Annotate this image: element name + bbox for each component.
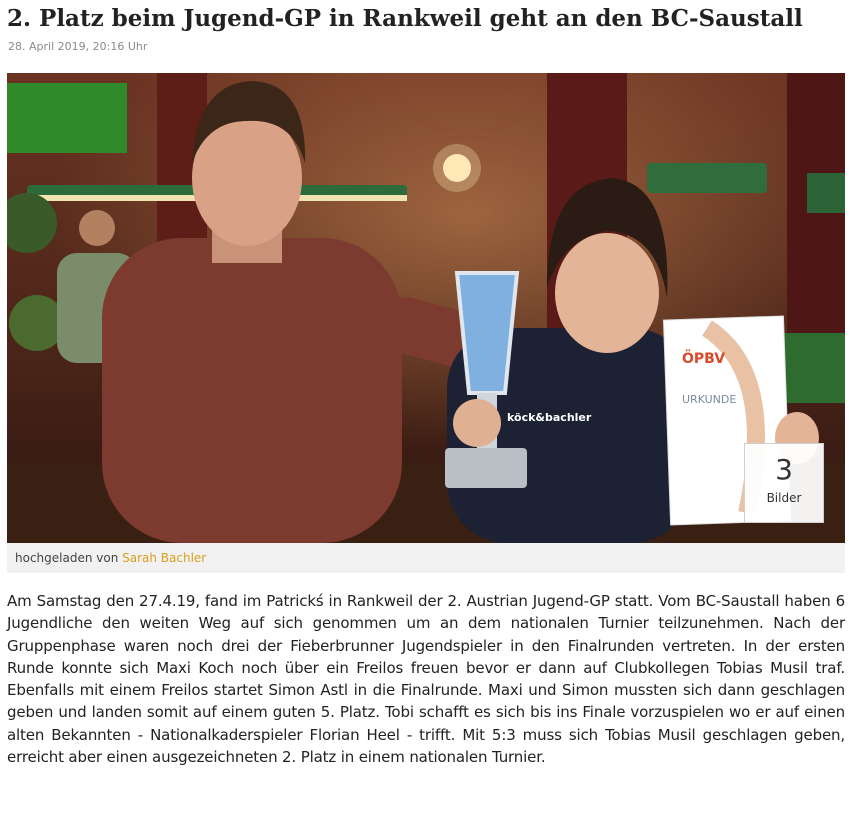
certificate-title-text: URKUNDE xyxy=(682,393,737,406)
shirt-logo-text: köck&bachler xyxy=(507,411,592,424)
article-photo[interactable] xyxy=(7,73,845,543)
certificate-logo-text: ÖPBV xyxy=(682,351,726,367)
photo-caption xyxy=(7,543,845,573)
article-title: 2. Platz beim Jugend-GP in Rankweil geht an den BC-Saustall xyxy=(7,5,803,32)
caption-prefix: hochgeladen von xyxy=(15,551,123,565)
gallery-counter-button[interactable] xyxy=(744,443,824,523)
article-body: Am Samstag den 27.4.19, fand im Patrickś in Rankweil der 2. Austrian Jugend-GP statt. Vom BC-Saustall haben 6 Jugendliche den weiten Weg auf sich genommen um an dem nationalen Turnier teilzunehmen. Nach der Gruppenphase waren noch drei der Fieberbrunner Jugendspieler in den Finalrunden vertreten. In der ersten Runde konnte sich Maxi Koch noch über ein Freilos freuen bevor er dann auf Clubkollegen Tobias Musil traf. Ebenfalls mit einem Freilos startet Simon Astl in die Finalrunde. Maxi und Simon mussten sich dann geschlagen geben und landen somit auf einem guten 5. Platz. Tobi schafft es sich bis ins Finale vorzuspielen wo er auf einen alten Bekannten - Nationalkaderspieler Florian Heel - trifft. Mit 5:3 muss sich Tobias Musil geschlagen geben, erreicht aber einen ausgezeichneten 2. Platz in einem nationalen Turnier. xyxy=(7,592,845,767)
gallery-count-label: Bilder xyxy=(766,491,802,505)
gallery-count: 3 xyxy=(775,453,793,486)
article-date: 28. April 2019, 20:16 Uhr xyxy=(8,40,148,53)
caption-author-link[interactable]: Sarah Bachler xyxy=(122,551,207,565)
photo-illustration xyxy=(7,73,845,543)
